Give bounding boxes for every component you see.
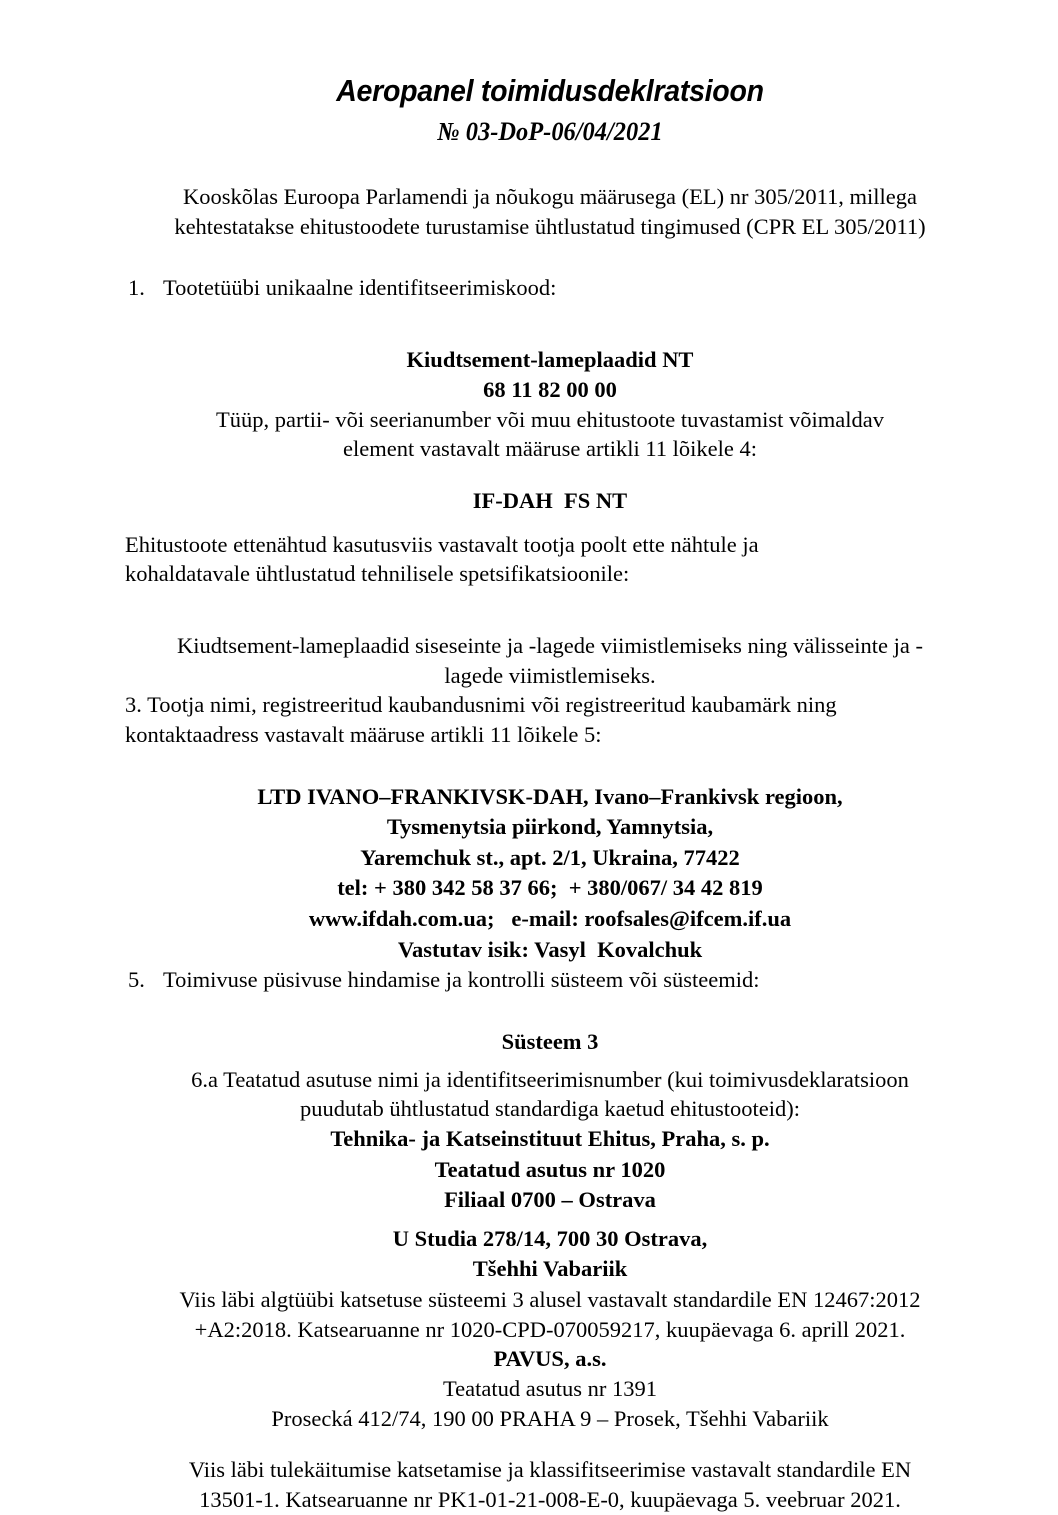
page-title: Aeropanel toimidusdeklratsioon [336, 73, 764, 108]
manufacturer-line-1: LTD IVANO–FRANKIVSK-DAH, Ivano–Frankivsk regioon, [257, 783, 843, 809]
section-1-heading [125, 273, 975, 303]
section-3-heading-line-1: 3. Tootja nimi, registreeritud kaubandusnimi või registreeritud kaubamärk ning [125, 692, 837, 718]
section-3-heading-line-2: kontaktaadress vastavalt määruse artikli 11 lõikele 5: [125, 722, 602, 748]
intro-line-1: Kooskõlas Euroopa Parlamendi ja nõukogu määrusega (EL) nr 305/2011, millega [183, 183, 917, 209]
notified-body-1-address-line-2: Tšehhi Vabariik [472, 1256, 628, 1282]
use-description-line-2: lagede viimistlemiseks. [444, 662, 656, 688]
section-5-number: 5. [128, 967, 145, 993]
type-designation: IF-DAH FS NT [472, 487, 628, 513]
notified-body-1-test-note-line-1: Viis läbi algtüübi katsetuse süsteemi 3 alusel vastavalt standardile EN 12467:2012 [179, 1286, 921, 1312]
manufacturer-web-email: www.ifdah.com.ua; e-mail: roofsales@ifcem.if.ua [308, 906, 792, 932]
manufacturer-phone: tel: + 380 342 58 37 66; + 380/067/ 34 42 819 [337, 875, 763, 901]
use-description-line-1: Kiudtsement-lameplaadid siseseinte ja -lagede viimistlemiseks ning välisseinte ja - [176, 632, 924, 658]
section-1-number: 1. [128, 275, 145, 301]
notified-body-1-test-note-line-2: +A2:2018. Katsearuanne nr 1020-CPD-070059217, kuupäevaga 6. aprill 2021. [194, 1316, 906, 1342]
notified-body-1-number: Teatatud asutus nr 1020 [434, 1156, 666, 1182]
manufacturer-line-2: Tysmenytsia piirkond, Yamnytsia, [386, 814, 714, 840]
intro-line-2: kehtestatakse ehitustoodete turustamise ühtlustatud tingimused (CPR EL 305/2011) [174, 213, 926, 239]
section-6a-heading-line-1: 6.a Teatatud asutuse nimi ja identifitseerimisnumber (kui toimivusdeklaratsioon [191, 1066, 909, 1092]
notified-body-1-branch: Filiaal 0700 – Ostrava [444, 1187, 656, 1213]
notified-body-1-block [125, 1124, 975, 1216]
notified-body-2-address: Prosecká 412/74, 190 00 PRAHA 9 – Prosek, Tšehhi Vabariik [271, 1405, 829, 1431]
notified-body-1-address-line-1: U Studia 278/14, 700 30 Ostrava, [392, 1225, 708, 1251]
intended-use-line-2: kohaldatavale ühtlustatud tehnilisele spetsifikatsioonile: [125, 561, 630, 587]
product-name: Kiudtsement-lameplaadid NT [406, 347, 694, 373]
document-content [125, 0, 975, 1515]
section-5-heading-text: Toimivuse püsivuse hindamise ja kontrolli süsteem või süsteemid: [163, 967, 760, 993]
intro-paragraph [125, 147, 975, 242]
type-note-line-1: Tüüp, partii- või seerianumber või muu ehitustoote tuvastamist võimaldav [216, 406, 884, 432]
notified-body-2-test-note-line-1: Viis läbi tulekäitumise katsetamise ja klassifitseerimise vastavalt standardile EN [188, 1457, 912, 1483]
type-note-line-2: element vastavalt määruse artikli 11 lõikele 4: [342, 436, 758, 462]
section-5-heading [125, 965, 975, 995]
manufacturer-line-3: Yaremchuk st., apt. 2/1, Ukraina, 77422 [360, 844, 740, 870]
notified-body-2-name: PAVUS, a.s. [493, 1346, 607, 1372]
document-number: № 03-DoP-06/04/2021 [437, 116, 663, 146]
intended-use-line-1: Ehitustoote ettenähtud kasutusviis vastavalt tootja poolt ette nähtule ja [125, 531, 759, 557]
manufacturer-block [125, 782, 975, 966]
notified-body-1-name: Tehnika- ja Katseinstituut Ehitus, Praha, s. p. [330, 1126, 770, 1152]
section-1-heading-text: Tootetüübi unikaalne identifitseerimiskood: [163, 275, 557, 301]
product-code: 68 11 82 00 00 [483, 376, 617, 402]
notified-body-2-number: Teatatud asutus nr 1391 [442, 1376, 657, 1402]
notified-body-1-address [125, 1224, 975, 1285]
notified-body-2-test-note-line-2: 13501-1. Katsearuanne nr PK1-01-21-008-E-0, kuupäevaga 5. veebruar 2021. [199, 1487, 901, 1513]
manufacturer-contact-person: Vastutav isik: Vasyl Kovalchuk [397, 936, 703, 962]
section-6a-heading-line-2: puudutab ühtlustatud standardiga kaetud ehitustooteid): [300, 1096, 800, 1122]
system-value: Süsteem 3 [501, 1028, 599, 1054]
